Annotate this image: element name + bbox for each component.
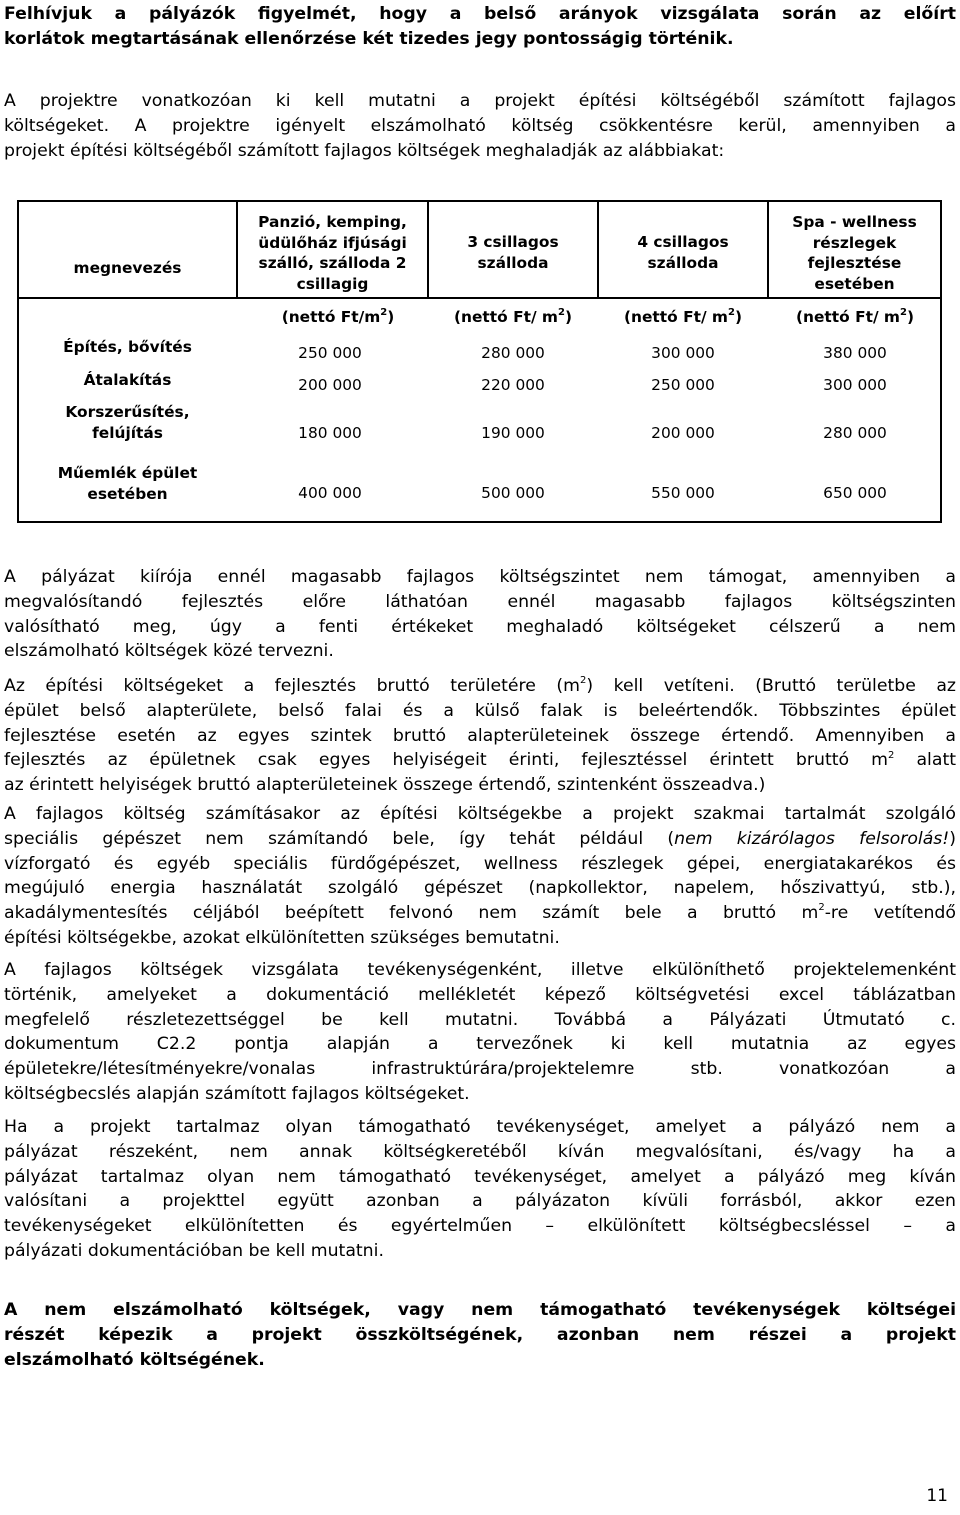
row-label <box>19 463 236 504</box>
table-cell: 300 000 <box>823 376 887 394</box>
table-cell: 280 000 <box>823 424 887 442</box>
text-line: tevékenységeket elkülönítetten és egyértelműen – elkülönített költségbecsléssel – a <box>4 1216 956 1237</box>
header-label: megnevezés <box>73 259 182 277</box>
unit-sup: 2 <box>727 306 735 318</box>
table-cell: 200 000 <box>298 376 362 394</box>
text-line <box>4 674 956 699</box>
text-line: valósítható meg, úgy a fenti értékeket meghaladó költségeket célszerű a nem <box>4 616 956 637</box>
unit-text: ) <box>734 308 742 326</box>
text-line: A projektre vonatkozóan ki kell mutatni a projekt építési költségéből számított fajlagos <box>4 91 956 111</box>
text-line: megfelelő részletezettséggel be kell mutatni. Továbbá a Pályázati Útmutató c. <box>4 1009 956 1030</box>
superscript: 2 <box>579 675 587 687</box>
text-line: elszámolható költségek közé tervezni. <box>4 641 334 662</box>
table-cell: 380 000 <box>823 344 887 362</box>
column-header <box>769 212 940 294</box>
unit-label <box>428 307 598 328</box>
text-line: A nem elszámolható költségek, vagy nem támogatható tevékenységek költségei <box>4 1300 956 1320</box>
unit-text: (nettó Ft/ m <box>796 308 900 326</box>
unit-text: ) <box>387 308 395 326</box>
column-header-line: részlegek <box>812 233 897 252</box>
paragraph <box>4 674 956 798</box>
table-cell: 190 000 <box>481 424 545 442</box>
text-run: speciális gépészet nem számítandó bele, így tehát például ( <box>4 828 675 849</box>
unit-label <box>248 307 428 328</box>
row-label <box>19 402 236 443</box>
text-line: részét képezik a projekt összköltségének, azonban nem részei a projekt <box>4 1324 956 1345</box>
row-label-line: Építés, bővítés <box>63 338 192 356</box>
text-run: alatt <box>894 750 956 771</box>
text-line: költségeket. A projektre igényelt elszámolható költség csökkentésre kerül, amennyiben a <box>4 115 956 136</box>
table-cell: 250 000 <box>651 376 715 394</box>
text-run: -re vetítendő <box>824 903 956 924</box>
unit-text: (nettó Ft/m <box>281 308 381 326</box>
text-line: korlátok megtartásának ellenőrzése két tizedes jegy pontosságig történik. <box>4 28 734 49</box>
column-header <box>599 232 767 273</box>
column-header <box>429 232 597 273</box>
paragraph <box>4 1115 956 1264</box>
text-line: elszámolható költségének. <box>4 1349 265 1370</box>
table-cell: 550 000 <box>651 484 715 502</box>
unit-label <box>770 307 940 328</box>
superscript: 2 <box>888 749 895 761</box>
column-header-line: csillagig <box>296 274 369 293</box>
table-cell: 280 000 <box>481 344 545 362</box>
column-header-line: Panzió, kemping, <box>258 213 407 231</box>
text-line: építési költségekbe, azokat elkülönítetten szükséges bemutatni. <box>4 927 560 948</box>
text-line: épületekre/létesítményekre/vonalas infrastruktúrára/projektelemre stb. vonatkozóan a <box>4 1059 956 1080</box>
unit-label <box>598 307 768 328</box>
text-line: Felhívjuk a pályázók figyelmét, hogy a belső arányok vizsgálata során az előírt <box>4 4 956 24</box>
table-divider <box>17 297 942 299</box>
text-line <box>4 901 956 926</box>
column-header-line: üdülőház ifjúsági <box>258 233 407 252</box>
column-header-line: szálloda <box>477 253 549 272</box>
text-run: Az építési költségeket a fejlesztés bruttó területére (m <box>4 676 580 696</box>
text-line: az érintett helyiségek bruttó alapterületeinek összege értendő, szintenként összeadva.) <box>4 775 766 796</box>
unit-sup: 2 <box>899 306 907 318</box>
text-line: megvalósítandó fejlesztés előre láthatóan ennél magasabb fajlagos költségszinten <box>4 591 956 612</box>
text-run: fejlesztés az épületnek csak egyes helyiségeit érinti, fejlesztéssel érintett bruttó m <box>4 750 888 771</box>
text-run: ) <box>949 828 956 849</box>
column-header-line: szálloda <box>647 253 719 272</box>
paragraph <box>4 958 956 1107</box>
row-label-line: felújítás <box>92 423 163 442</box>
text-line: vízforgató és egyéb speciális fürdőgépészet, wellness részlegek gépei, energiatakarékos és <box>4 853 956 874</box>
row-label-line: Korszerűsítés, <box>65 403 190 421</box>
table-cell: 650 000 <box>823 484 887 502</box>
text-line: dokumentum C2.2 pontja alapján a tervezőnek ki kell mutatnia az egyes <box>4 1034 956 1055</box>
paragraph <box>4 89 956 163</box>
text-line: Ha a projekt tartalmaz olyan támogatható tevékenységet, amelyet a pályázó nem a <box>4 1117 956 1137</box>
unit-sup: 2 <box>380 306 388 318</box>
text-line: A fajlagos költségek vizsgálata tevékenységenként, illetve elkülöníthető projektelemenként <box>4 960 956 980</box>
column-header-line: szálló, szálloda 2 <box>258 254 407 272</box>
superscript: 2 <box>818 902 825 914</box>
column-header-line: 4 csillagos <box>637 233 729 251</box>
row-label-line: Műemlék épület <box>57 464 198 482</box>
text-line: pályázati dokumentációban be kell mutatni. <box>4 1240 384 1261</box>
text-line: projekt építési költségéből számított fajlagos költségek meghaladják az alábbiakat: <box>4 140 725 161</box>
text-line: történik, amelyeket a dokumentáció mellékletét képező költségvetési excel táblázatban <box>4 984 956 1005</box>
unit-text: ) <box>906 308 914 326</box>
text-line: megújuló energia használatát szolgáló gépészet (napkollektor, napelem, hőszivattyú, stb.), <box>4 878 956 899</box>
text-line: költségbecslés alapján számított fajlagos költségeket. <box>4 1083 470 1104</box>
row-label-line: esetében <box>87 484 168 503</box>
column-header <box>238 212 427 294</box>
unit-text: (nettó Ft/ m <box>454 308 558 326</box>
intro-paragraph <box>4 2 956 52</box>
column-header-line: Spa - wellness <box>792 213 917 231</box>
column-header-line: fejlesztése <box>807 254 902 272</box>
row-label-line: Átalakítás <box>83 371 172 389</box>
row-label <box>19 370 236 391</box>
table-cell: 500 000 <box>481 484 545 502</box>
text-run: ) kell vetíteni. (Bruttó területbe az <box>586 676 956 696</box>
text-run: akadálymentesítés céljából beépített felvonó nem számít bele a bruttó m <box>4 903 819 924</box>
text-line: pályázat tartalmaz olyan nem támogatható tevékenységet, amelyet a pályázó meg kíván <box>4 1166 956 1187</box>
paragraph <box>4 802 956 951</box>
italic-text: nem kizárólagos felsorolás! <box>674 828 950 849</box>
row-label <box>19 337 236 358</box>
table-cell: 400 000 <box>298 484 362 502</box>
text-line <box>4 748 956 773</box>
text-line: fejlesztése esetén az egyes szintek bruttó alapterületeinek összege értendő. Amennyiben a <box>4 725 956 746</box>
text-line: A fajlagos költség számításakor az építési költségekbe a projekt szakmai tartalmát szolgáló <box>4 804 956 824</box>
table-cell: 220 000 <box>481 376 545 394</box>
unit-sup: 2 <box>557 306 565 318</box>
text-line: épület belső alapterülete, belső falai és a külső falak is beleértendők. Többszintes épület <box>4 700 956 721</box>
page-number: 11 <box>926 1486 948 1506</box>
column-header-line: esetében <box>814 274 895 293</box>
table-cell: 300 000 <box>651 344 715 362</box>
table-cell: 180 000 <box>298 424 362 442</box>
column-header-line: 3 csillagos <box>467 233 559 251</box>
text-line: A pályázat kiírója ennél magasabb fajlagos költségszintet nem támogat, amennyiben a <box>4 567 956 587</box>
closing-paragraph <box>4 1298 956 1372</box>
paragraph <box>4 565 956 664</box>
text-line: pályázat részeként, nem annak költségkeretéből kíván megvalósítani, és/vagy ha a <box>4 1141 956 1162</box>
text-line <box>4 827 956 852</box>
unit-text: ) <box>564 308 572 326</box>
text-line: valósítani a projekttel együtt azonban a pályázaton kívüli forrásból, akkor ezen <box>4 1191 956 1212</box>
table-cell: 250 000 <box>298 344 362 362</box>
unit-text: (nettó Ft/ m <box>624 308 728 326</box>
table-cell: 200 000 <box>651 424 715 442</box>
